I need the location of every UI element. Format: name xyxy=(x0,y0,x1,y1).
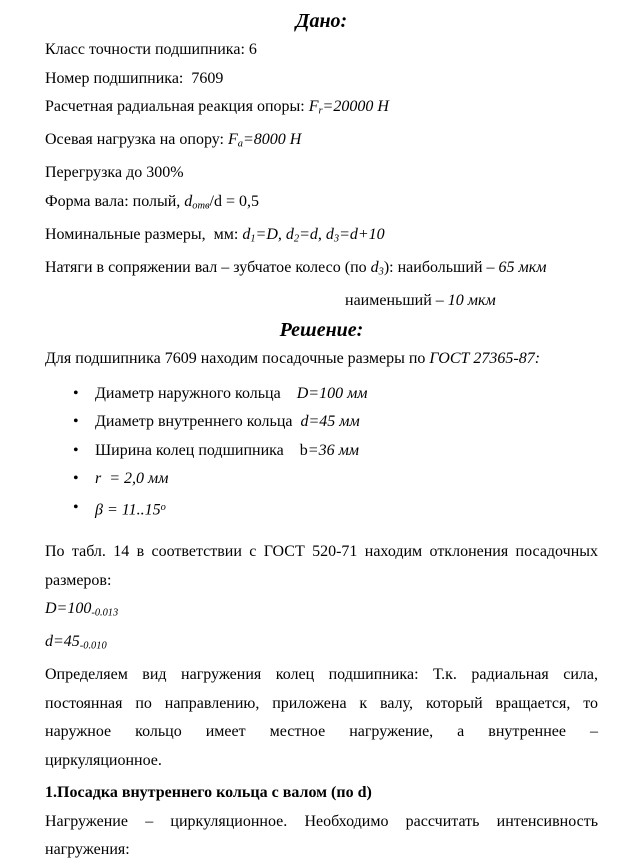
bullet-fillet-radius: • r = 2,0 мм xyxy=(45,465,598,494)
para-loading-type xyxy=(45,661,598,775)
given-line-axial-load: Осевая нагрузка на опору: Fa=8000 Н xyxy=(45,131,302,150)
para-loading-line-2: постоянная по направлению, приложена к валу, который вращается, то xyxy=(45,694,598,712)
section-1-heading: 1.Посадка внутреннего кольца с валом (по d) xyxy=(45,784,372,802)
para-load-intensity-line-1: Нагружение – циркуляционное. Необходимо рассчитать интенсивность xyxy=(45,812,598,830)
solution-intro-line: Для подшипника 7609 находим посадочные размеры по ГОСТ 27365-87: xyxy=(45,350,541,368)
given-line-overload: Перегрузка до 300% xyxy=(45,164,184,182)
para-load-intensity xyxy=(45,808,598,865)
formula-inner-diameter: d=45-0.010 xyxy=(45,633,107,652)
para-deviations-line-1: По табл. 14 в соответствии с ГОСТ 520-71 находим отклонения посадочных xyxy=(45,543,598,561)
given-line-accuracy-class: Класс точности подшипника: 6 xyxy=(45,41,257,58)
given-line-bearing-number: Номер подшипника: 7609 xyxy=(45,69,224,87)
bullet-inner-diameter: • Диаметр внутреннего кольца d=45 мм xyxy=(45,408,598,437)
para-deviations-line-2: размеров: xyxy=(45,571,112,589)
para-loading-line-4: циркуляционное. xyxy=(45,751,162,769)
given-line-interference-min: наименьший – 10 мкм xyxy=(345,291,496,309)
bullet-beta-angle: • $\beta = 11..15^о$ xyxy=(45,494,598,525)
para-loading-line-1: Определяем вид нагружения колец подшипника: Т.к. радиальная сила, xyxy=(45,666,598,684)
given-line-shaft-form: Форма вала: полый, dотв/d = 0,5 xyxy=(45,192,259,212)
bullet-ring-width: • Ширина колец подшипника b=36 мм xyxy=(45,437,598,466)
given-heading: Дано: xyxy=(295,10,348,32)
para-loading-line-3: наружное кольцо имеет местное нагружение, а внутреннее – xyxy=(45,723,598,741)
given-line-nominal-sizes: Номинальные размеры, мм: d1=D, d2=d, d3=d+10 xyxy=(45,225,385,245)
para-load-intensity-line-2: нагружения: xyxy=(45,841,130,859)
para-deviations xyxy=(45,538,598,595)
given-line-radial-reaction: Расчетная радиальная реакция опоры: Fr=20000 Н xyxy=(45,98,389,117)
solution-heading: Решение: xyxy=(279,319,364,342)
bearing-dimension-list xyxy=(45,380,598,525)
given-line-interference-max: Натяги в сопряжении вал – зубчатое колесо (по d3): наибольший – 65 мкм xyxy=(45,258,547,278)
formula-outer-diameter: D=100-0.013 xyxy=(45,600,119,619)
bullet-outer-diameter: • Диаметр наружного кольца D=100 мм xyxy=(45,380,598,409)
